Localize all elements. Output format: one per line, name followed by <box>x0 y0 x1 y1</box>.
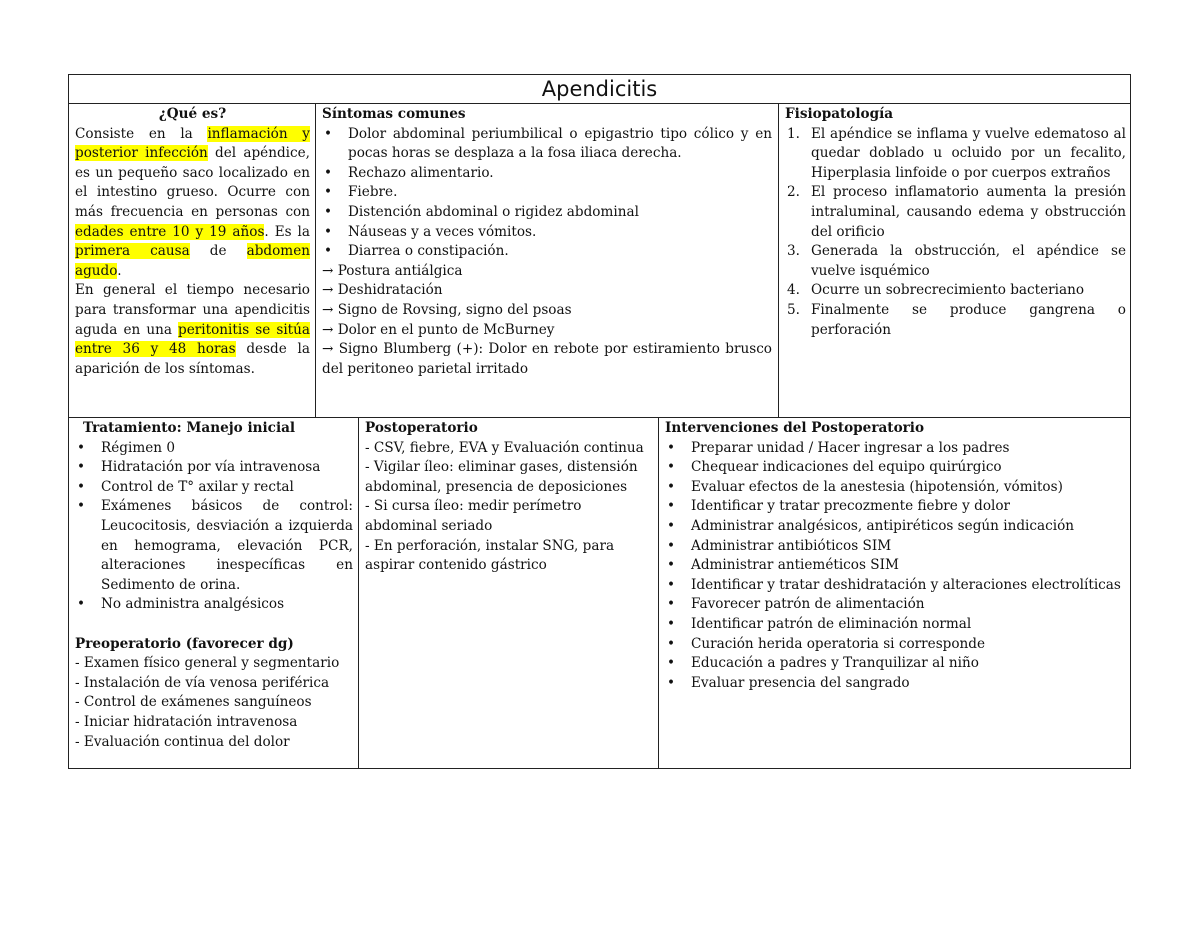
list-item: • Diarrea o constipación. <box>322 242 772 262</box>
list-item: • Náuseas y a veces vómitos. <box>322 223 772 243</box>
list-item: • Preparar unidad / Hacer ingresar a los padres <box>665 439 1126 459</box>
list-item: • Administrar antieméticos SIM <box>665 556 1126 576</box>
list-item: - Vigilar íleo: eliminar gases, distensión abdominal, presencia de deposiciones <box>365 459 638 495</box>
paragraph-text: del apéndice, es un pequeño saco localizado en el intestino grueso. Ocurre con más frecuencia en personas con <box>75 145 310 220</box>
paragraph-text: . Es la <box>264 223 310 240</box>
list-item: - Si cursa íleo: medir perímetro abdominal seriado <box>365 498 582 534</box>
list-item: • Exámenes básicos de control: Leucocitosis, desviación a izquierda en hemograma, elevación PCR, alteraciones inespecíficas en Sedimento de orina. <box>75 497 353 595</box>
arrow-item: → Deshidratación <box>322 282 443 299</box>
fisiopatologia-cell <box>779 104 1132 418</box>
highlighted-text: primera causa <box>75 243 190 260</box>
list-item: • Administrar analgésicos, antipiréticos según indicación <box>665 517 1126 537</box>
list-item: - Instalación de vía venosa periférica <box>75 674 330 691</box>
fisiopatologia-list <box>785 125 1126 341</box>
paragraph-text: . <box>117 262 122 279</box>
paragraph-text: de <box>189 243 247 260</box>
highlighted-text: peritonitis se sitúa entre 36 y 48 horas <box>75 321 311 358</box>
highlighted-text: abdomen agudo <box>75 243 310 279</box>
list-item: - Examen físico general y segmentario <box>75 655 340 672</box>
list-item: • Identificar patrón de eliminación normal <box>665 615 1126 635</box>
list-item: • Chequear indicaciones del equipo quirúrgico <box>665 458 1126 478</box>
tratamiento-list <box>75 439 353 615</box>
list-item: • Identificar y tratar precozmente fiebre y dolor <box>665 497 1126 517</box>
list-item: - CSV, fiebre, EVA y Evaluación continua <box>365 439 644 456</box>
paragraph-text: En general el tiempo necesario para transformar una apendicitis aguda en una <box>75 282 310 338</box>
sintomas-heading: Síntomas comunes <box>322 106 466 122</box>
list-item: • Régimen 0 <box>75 439 353 459</box>
list-item: 4. Ocurre un sobrecrecimiento bacteriano <box>787 282 1085 299</box>
list-item: 2. El proceso inflamatorio aumenta la presión intraluminal, causando edema y obstrucción del orificio <box>787 184 1126 240</box>
list-item: • Educación a padres y Tranquilizar al niño <box>665 654 1126 674</box>
intervenciones-heading: Intervenciones del Postoperatorio <box>665 420 925 436</box>
list-item: - Iniciar hidratación intravenosa <box>75 713 298 730</box>
sintomas-cell <box>316 104 778 418</box>
arrow-item: → Postura antiálgica <box>322 262 463 279</box>
list-item: - Control de exámenes sanguíneos <box>75 694 312 711</box>
highlighted-text: inflamación y posterior infección <box>75 125 310 162</box>
list-item: • Distención abdominal o rigidez abdominal <box>322 203 772 223</box>
list-item: 5. Finalmente se produce gangrena o perforación <box>787 301 1126 338</box>
arrow-item: → Signo de Rovsing, signo del psoas <box>322 301 572 318</box>
tratamiento-cell <box>69 418 359 769</box>
sintomas-arrow-list <box>322 262 772 380</box>
preoperatorio-list <box>75 654 353 752</box>
list-item: • Control de T° axilar y rectal <box>75 478 353 498</box>
intervenciones-list <box>665 439 1126 694</box>
postoperatorio-cell <box>359 418 659 769</box>
fisiopatologia-heading: Fisiopatología <box>785 106 894 122</box>
que-es-heading: ¿Qué es? <box>158 106 227 122</box>
list-item: • Evaluar efectos de la anestesia (hipotensión, vómitos) <box>665 478 1126 498</box>
list-item: • Hidratación por vía intravenosa <box>75 458 353 478</box>
list-item: • Identificar y tratar deshidratación y alteraciones electrolíticas <box>665 576 1126 596</box>
list-item: - Evaluación continua del dolor <box>75 733 290 750</box>
list-item: • Rechazo alimentario. <box>322 164 772 184</box>
list-item: • No administra analgésicos <box>75 595 353 615</box>
intervenciones-cell <box>659 418 1132 769</box>
arrow-item: → Signo Blumberg (+): Dolor en rebote por estiramiento brusco del peritoneo parietal irritado <box>322 341 772 377</box>
list-item: 1. El apéndice se inflama y vuelve edematoso al quedar doblado u ocluido por un fecalito, Hiperplasia linfoide o por cuerpos extraños <box>787 125 1126 181</box>
list-item: • Curación herida operatoria si corresponde <box>665 635 1126 655</box>
paragraph-text: desde la aparición de los síntomas. <box>75 341 310 377</box>
que-es-cell <box>69 104 316 418</box>
postoperatorio-list <box>365 439 653 576</box>
list-item: 3. Generada la obstrucción, el apéndice se vuelve isquémico <box>787 243 1126 279</box>
list-item: • Favorecer patrón de alimentación <box>665 595 1126 615</box>
list-item: • Fiebre. <box>322 183 772 203</box>
list-item: - En perforación, instalar SNG, para aspirar contenido gástrico <box>365 537 615 574</box>
list-item: • Dolor abdominal periumbilical o epigastrio tipo cólico y en pocas horas se desplaza a la fosa iliaca derecha. <box>322 125 772 164</box>
que-es-paragraph-1 <box>75 125 310 282</box>
list-item: • Administrar antibióticos SIM <box>665 537 1126 557</box>
paragraph-text: Consiste en la <box>75 125 208 142</box>
preoperatorio-heading: Preoperatorio (favorecer dg) <box>75 635 294 652</box>
apendicitis-table <box>68 74 1131 769</box>
sintomas-list <box>322 125 772 262</box>
list-item: • Evaluar presencia del sangrado <box>665 674 1126 694</box>
tratamiento-heading: Tratamiento: Manejo inicial <box>83 420 296 436</box>
document-title: Apendicitis <box>69 75 1130 104</box>
highlighted-text: edades entre 10 y 19 años <box>75 223 265 240</box>
arrow-item: → Dolor en el punto de McBurney <box>322 321 555 338</box>
postoperatorio-heading: Postoperatorio <box>365 420 478 436</box>
que-es-paragraph-2 <box>75 281 310 379</box>
